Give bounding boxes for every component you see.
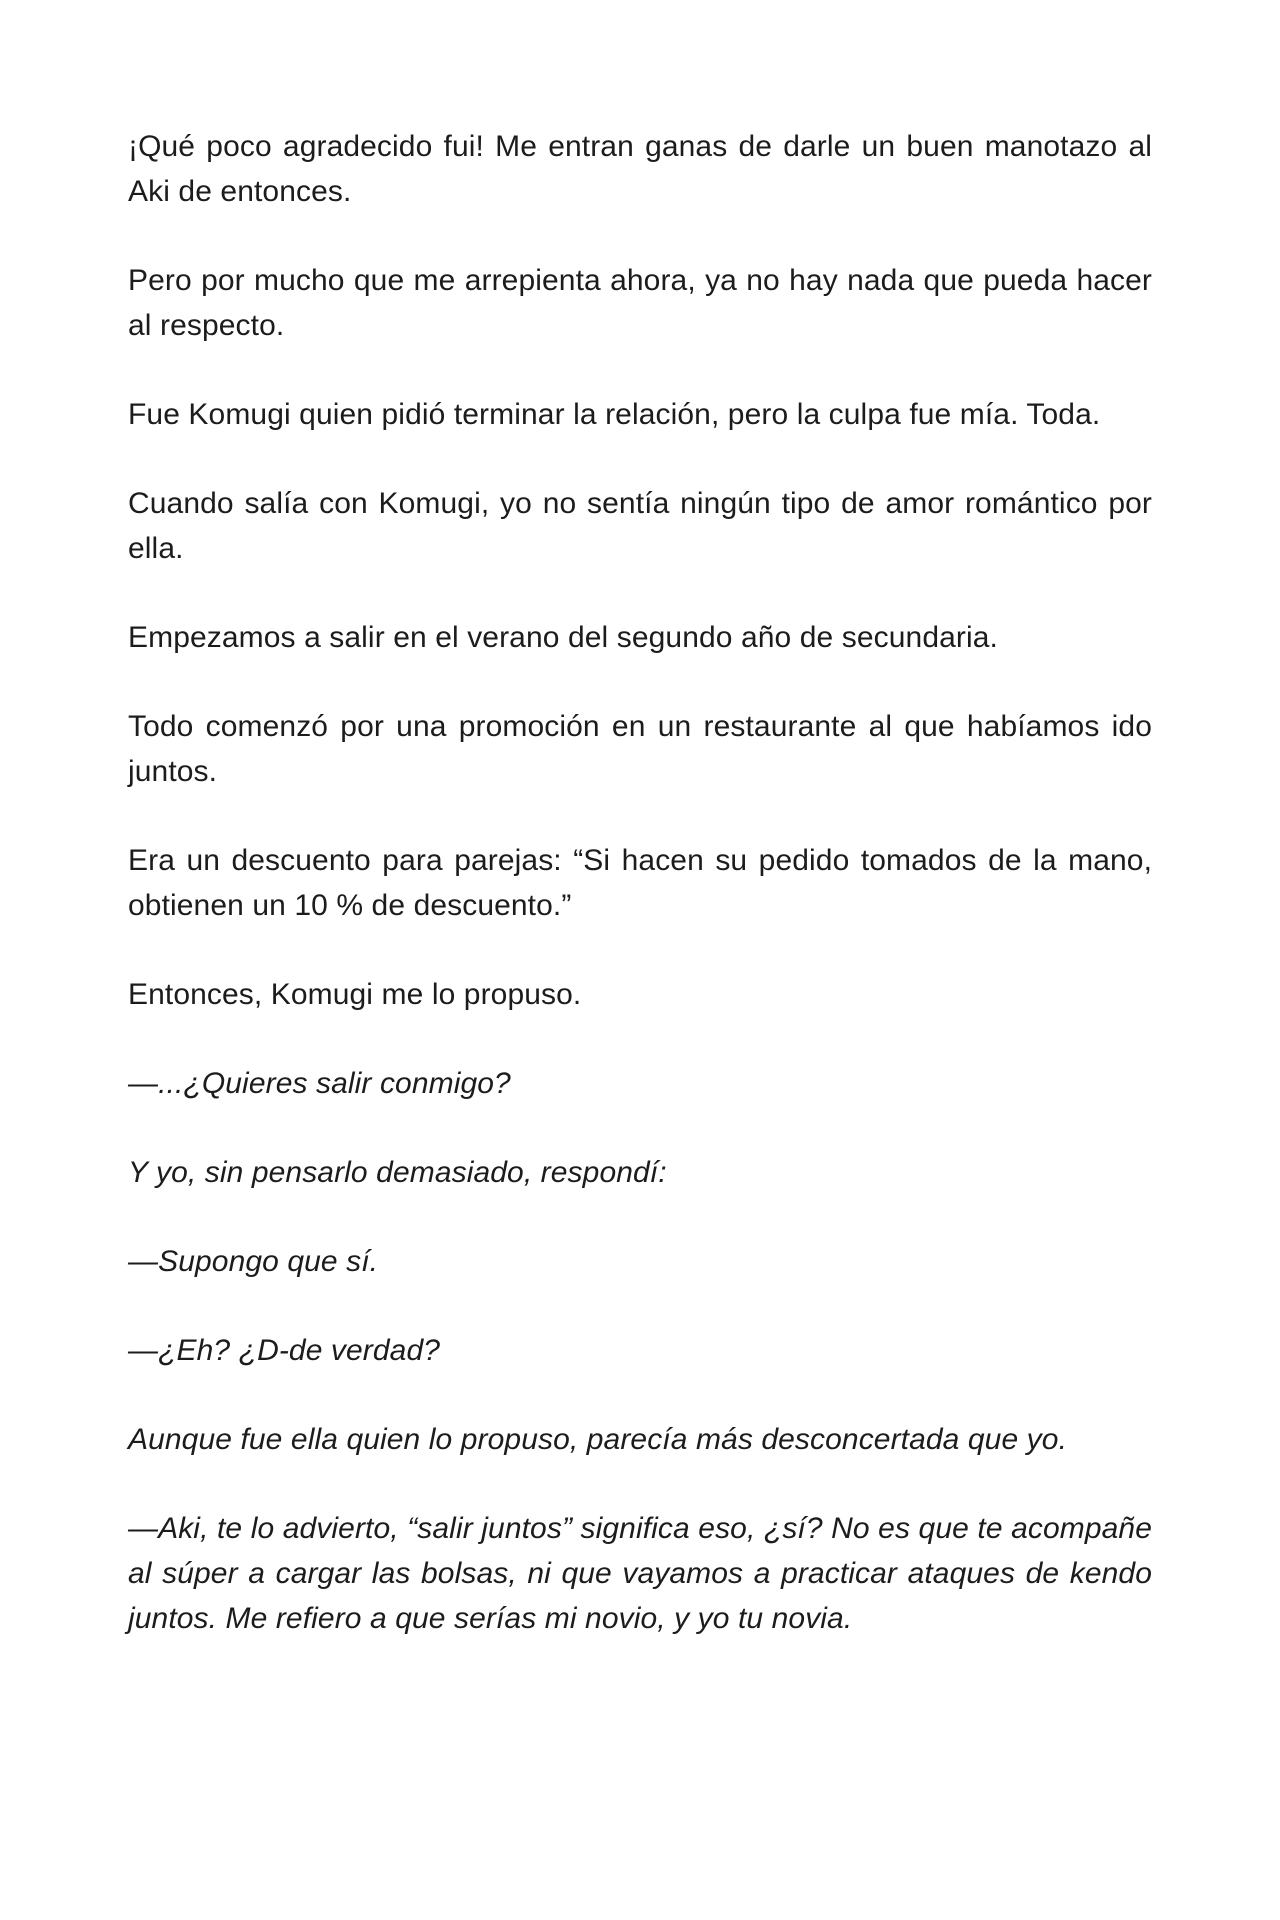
paragraph-13: Aunque fue ella quien lo propuso, parecía más desconcertada que yo. xyxy=(128,1423,1067,1456)
dialogue-3: —¿Eh? ¿D-de verdad? xyxy=(128,1334,441,1367)
paragraph-2: Pero por mucho que me arrepienta ahora, ya no hay nada que pueda hacer al respecto. xyxy=(128,264,1152,342)
paragraph-6: Todo comenzó por una promoción en un restaurante al que habíamos ido juntos. xyxy=(128,710,1152,788)
paragraph-5: Empezamos a salir en el verano del segundo año de secundaria. xyxy=(128,621,998,654)
document-page xyxy=(128,124,1152,1685)
dialogue-1: —...¿Quieres salir conmigo? xyxy=(128,1067,511,1100)
paragraph-1: ¡Qué poco agradecido fui! Me entran ganas de darle un buen manotazo al Aki de entonces. xyxy=(128,130,1152,208)
paragraph-10: Y yo, sin pensarlo demasiado, respondí: xyxy=(128,1156,667,1189)
paragraph-8: Entonces, Komugi me lo propuso. xyxy=(128,978,582,1011)
dialogue-2: —Supongo que sí. xyxy=(128,1245,379,1278)
paragraph-7: Era un descuento para parejas: “Si hacen su pedido tomados de la mano, obtienen un 10 % de descuento.” xyxy=(128,844,1152,922)
paragraph-3: Fue Komugi quien pidió terminar la relación, pero la culpa fue mía. Toda. xyxy=(128,398,1101,431)
dialogue-4: —Aki, te lo advierto, “salir juntos” significa eso, ¿sí? No es que te acompañe al súper a cargar las bolsas, ni que vayamos a practicar ataques de kendo juntos. Me refiero a que serías mi novio, y yo tu novia. xyxy=(128,1512,1152,1635)
paragraph-4: Cuando salía con Komugi, yo no sentía ningún tipo de amor romántico por ella. xyxy=(128,487,1152,565)
